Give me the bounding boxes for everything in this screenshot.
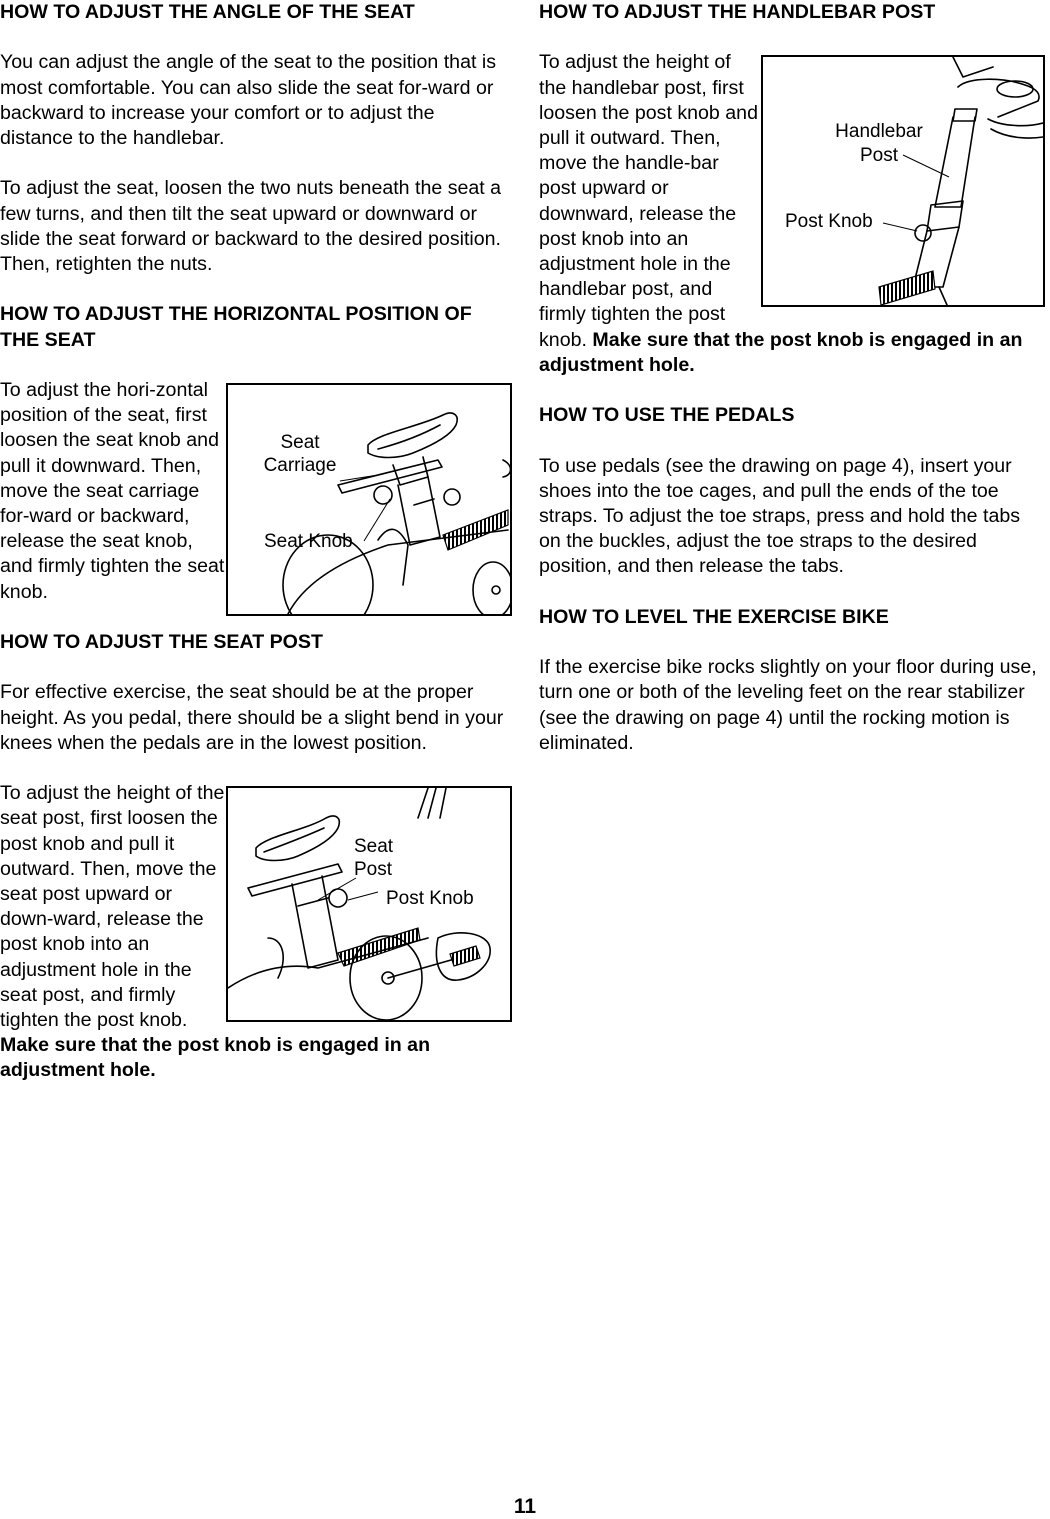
handlebar-post-instructions: To adjust the height of the handlebar post, first loosen the post knob and pull it outward. Then, move the handle-bar post upward or downward, release the post knob into an adjustment hole in the handlebar post, and firmly tighten the post knob. <box>539 51 758 351</box>
label-post-knob: Post Knob <box>386 888 474 910</box>
heading-horizontal-position: HOW TO ADJUST THE HORIZONTAL POSITION OF THE SEAT <box>0 303 472 351</box>
heading-seat-angle: HOW TO ADJUST THE ANGLE OF THE SEAT <box>0 1 415 23</box>
page-number: 11 <box>513 1495 537 1518</box>
label-handlebar-post-line1: Handlebar <box>835 121 923 143</box>
seat-angle-paragraph-1: You can adjust the angle of the seat to the position that is most comfortable. You can also slide the seat for-ward or backward to increase your comfort or to adjust the distance to the handlebar. <box>0 51 497 149</box>
seat-carriage-figure <box>226 383 512 616</box>
label-handlebar-post-line2: Post <box>859 145 899 167</box>
level-bike-paragraph: If the exercise bike rocks slightly on your floor during use, turn one or both of the leveling feet on the rear stabilizer (see the drawing on page 4) until the rocking motion is eliminated. <box>539 656 1037 754</box>
handlebar-post-figure <box>761 55 1045 307</box>
handlebar-post-warning: Make sure that the post knob is engaged in an adjustment hole. <box>539 328 1023 376</box>
seat-post-warning: Make sure that the post knob is engaged in an adjustment hole. <box>0 1034 431 1082</box>
seat-post-figure <box>226 786 512 1022</box>
label-seat-knob: Seat Knob <box>264 530 353 552</box>
label-handlebar-post-knob: Post Knob <box>785 211 873 233</box>
label-seat-carriage-line1: Seat <box>280 431 320 453</box>
label-seat-post-line1: Seat <box>354 836 394 858</box>
horizontal-position-paragraph: To adjust the hori-zontal position of the seat, first loosen the seat knob and pull it downward. Then, move the seat carriage for-ward or backward, release the seat knob, and firmly tighten the seat knob. <box>0 378 225 603</box>
label-seat-carriage-line2: Carriage <box>263 454 337 476</box>
heading-pedals: HOW TO USE THE PEDALS <box>539 404 795 427</box>
seat-post-paragraph-1: For effective exercise, the seat should be at the proper height. As you pedal, there should be a slight bend in your knees when the pedals are in the lowest position. <box>0 681 504 754</box>
seat-post-instructions: To adjust the height of the seat post, first loosen the post knob and pull it outward. Then, move the seat post upward or down-ward, release the post knob into an adjustment hole in the seat post, and firmly tighten the post knob. <box>0 782 225 1032</box>
heading-handlebar-post: HOW TO ADJUST THE HANDLEBAR POST <box>539 1 936 23</box>
right-column <box>539 0 1045 756</box>
left-column <box>0 0 512 1084</box>
heading-level-bike: HOW TO LEVEL THE EXERCISE BIKE <box>539 605 889 628</box>
heading-seat-post: HOW TO ADJUST THE SEAT POST <box>0 631 323 653</box>
pedals-paragraph: To use pedals (see the drawing on page 4), insert your shoes into the toe cages, and pull the ends of the toe straps. To adjust the toe straps, press and hold the tabs on the buckles, adjust the toe straps to the desired position, and then release the tabs. <box>539 454 1021 578</box>
seat-angle-paragraph-2: To adjust the seat, loosen the two nuts beneath the seat a few turns, and then tilt the seat upward or downward or slide the seat forward or backward to the desired position. Then, retighten the nuts. <box>0 177 502 275</box>
label-seat-post-line2: Post <box>354 859 393 881</box>
